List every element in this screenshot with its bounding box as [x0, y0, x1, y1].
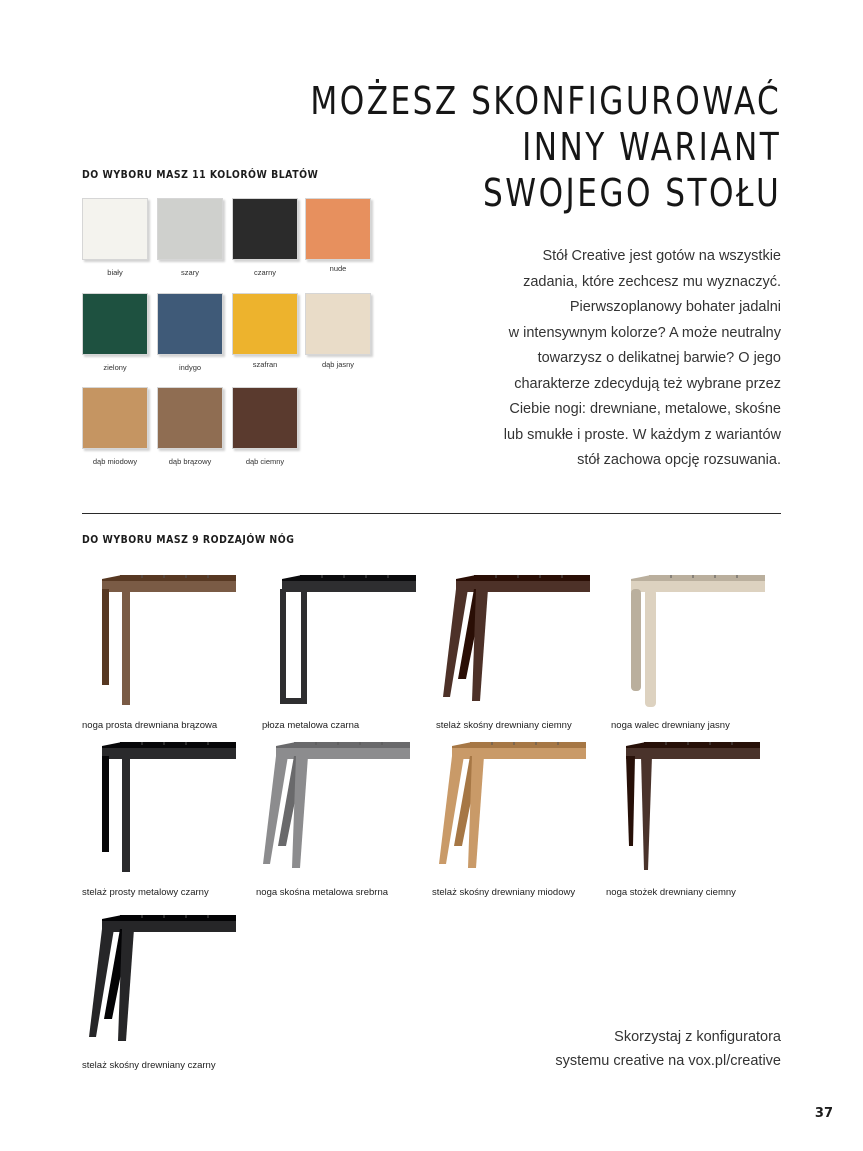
back-rail — [120, 742, 236, 748]
back-rail — [300, 575, 416, 581]
swatch-chip — [232, 198, 298, 260]
swatch-chip — [305, 198, 371, 260]
back-rail — [470, 742, 586, 748]
front-leg-left — [439, 756, 464, 864]
intro-line: Ciebie nogi: drewniane, metalowe, skośne — [509, 401, 781, 417]
leg-option — [611, 575, 781, 740]
swatch-label: dąb brązowy — [168, 457, 212, 466]
back-rail — [649, 575, 765, 581]
front-leg-left — [89, 929, 114, 1037]
title-line: MOŻESZ SKONFIGUROWAĆ — [310, 79, 781, 123]
leg-label: stelaż skośny drewniany miodowy — [432, 887, 576, 898]
swatch-label: dąb ciemny — [245, 457, 285, 466]
front-leg-left — [443, 589, 468, 697]
colors-heading: DO WYBORU MASZ 11 KOLORÓW BLATÓW — [82, 168, 319, 181]
back-rail — [294, 742, 410, 748]
back-rail — [120, 575, 236, 581]
swatch-chip — [232, 293, 298, 355]
back-leg — [631, 589, 641, 691]
leg-illustration — [82, 915, 242, 1055]
leg-label: stelaż prosty metalowy czarny — [82, 887, 209, 898]
leg-label: noga skośna metalowa srebrna — [256, 887, 389, 898]
swatch — [157, 387, 227, 466]
swatch — [305, 198, 375, 273]
front-leg — [645, 589, 656, 707]
section-divider — [82, 513, 781, 514]
back-leg — [102, 756, 109, 852]
leg-illustration — [256, 742, 416, 882]
swatch-label: szafran — [252, 360, 278, 369]
footer-line: systemu creative na vox.pl/creative — [555, 1053, 781, 1069]
leg-option — [262, 575, 432, 740]
swatch — [82, 387, 152, 466]
intro-line: Pierwszoplanowy bohater jadalni — [569, 299, 781, 315]
intro-line: lub smukłe i proste. W każdym z wariantów — [503, 426, 781, 443]
leg-illustration — [432, 742, 592, 882]
swatch — [82, 293, 152, 372]
swatch — [232, 387, 302, 466]
front-leg-left — [263, 756, 288, 864]
leg-illustration — [606, 742, 766, 882]
swatch — [157, 293, 227, 372]
leg-illustration — [611, 575, 771, 715]
front-leg — [122, 589, 130, 705]
intro-line: charakterze zdecydują też wybrane przez — [514, 375, 781, 392]
swatch-chip — [157, 293, 223, 355]
page-number: 37 — [814, 1106, 833, 1121]
swatch — [305, 293, 375, 369]
swatch-label: czarny — [253, 268, 277, 277]
swatch-chip — [157, 198, 223, 260]
swatch — [82, 198, 152, 277]
swatch-chip — [82, 387, 148, 449]
swatch-label: indygo — [178, 363, 202, 372]
sled-leg — [283, 589, 304, 701]
back-rail — [474, 575, 590, 581]
swatch-label: szary — [181, 268, 199, 277]
leg-label: stelaż skośny drewniany ciemny — [436, 720, 572, 731]
front-leg — [122, 756, 130, 872]
swatch — [232, 198, 302, 277]
leg-label: noga walec drewniany jasny — [611, 720, 730, 731]
leg-option — [82, 575, 252, 740]
swatch-label: dąb miodowy — [92, 457, 138, 466]
intro-line: zadania, które zechcesz mu wyznaczyć. — [523, 273, 781, 290]
leg-label: płoza metalowa czarna — [262, 720, 360, 731]
legs-heading: DO WYBORU MASZ 9 RODZAJÓW NÓG — [82, 533, 295, 546]
title-line: INNY WARIANT — [521, 125, 781, 169]
swatch-label: biały — [107, 268, 123, 277]
leg-illustration — [262, 575, 422, 715]
intro-line: towarzysz o delikatnej barwie? O jego — [537, 350, 781, 366]
leg-illustration — [82, 742, 242, 882]
back-leg — [102, 589, 109, 685]
color-swatches — [75, 190, 380, 470]
swatch-chip — [305, 293, 371, 355]
swatch — [157, 198, 227, 277]
leg-label: stelaż skośny drewniany czarny — [82, 1060, 216, 1071]
swatch-label: dąb jasny — [321, 360, 355, 369]
intro-line: Stół Creative jest gotów na wszystkie — [542, 248, 781, 264]
front-leg — [641, 756, 652, 870]
leg-label: noga prosta drewniana brązowa — [82, 720, 218, 731]
leg-illustration — [82, 575, 242, 715]
intro-line: stół zachowa opcję rozsuwania. — [577, 452, 781, 468]
swatch-label: zielony — [103, 363, 127, 372]
intro-line: w intensywnym kolorze? A może neutralny — [508, 324, 781, 341]
intro-text — [461, 244, 781, 474]
swatch-chip — [82, 198, 148, 260]
back-leg — [626, 756, 635, 846]
leg-option — [606, 742, 776, 907]
swatch-chip — [157, 387, 223, 449]
leg-illustration — [436, 575, 596, 715]
back-rail — [120, 915, 236, 921]
swatch-chip — [232, 387, 298, 449]
leg-option — [256, 742, 426, 907]
leg-option — [436, 575, 606, 740]
footer-line: Skorzystaj z konfiguratora — [614, 1029, 781, 1045]
back-rail — [644, 742, 760, 748]
configurator-note — [555, 1025, 781, 1073]
leg-label: noga stożek drewniany ciemny — [606, 887, 736, 898]
title-line: SWOJEGO STOŁU — [482, 171, 781, 215]
swatch-label: nude — [329, 264, 347, 273]
leg-option — [432, 742, 602, 907]
swatch — [232, 293, 302, 369]
leg-option — [82, 915, 252, 1080]
swatch-chip — [82, 293, 148, 355]
leg-option — [82, 742, 252, 907]
page-title — [310, 78, 781, 216]
